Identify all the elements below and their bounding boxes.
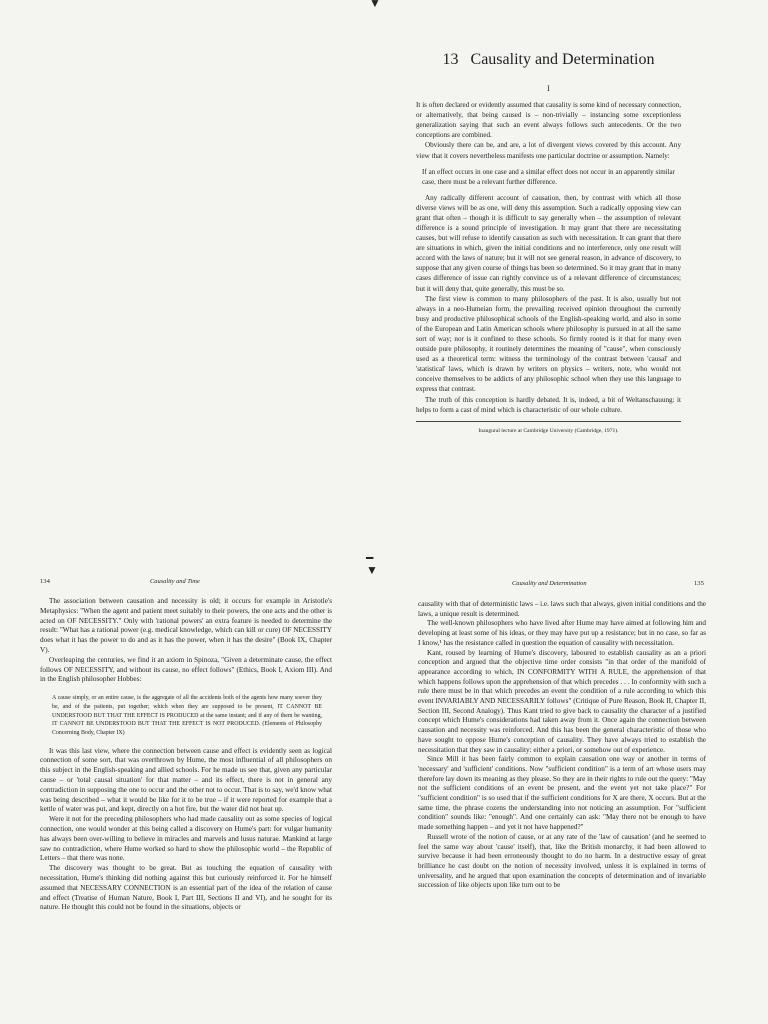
left-page-body	[40, 597, 332, 913]
paragraph: Overleaping the centuries, we find it an axiom in Spinoza, "Given a determinate cause, the effect follows OF NECESSITY, and without its cause, no effect follows" (Ethics, Book I, Axiom III). And in the English philosopher Hobbes:	[40, 655, 332, 684]
page-number-right: 135	[694, 580, 704, 587]
right-page-body	[418, 600, 706, 891]
paragraph: It is often declared or evidently assumed that causality is some kind of necessary connection, or alternatively, that being caused is – non-trivially – instancing some exceptionless generalization saying that such an event always follows such antecedents. Or the two conceptions are combined.	[416, 101, 681, 140]
block-quote: If an effect occurs in one case and a similar effect does not occur in an apparently similar case, there must be a relevant further difference.	[422, 167, 675, 186]
paragraph: The truth of this conception is hardly debated. It is, indeed, a bit of Weltanschauung: it helps to form a cast of mind which is characteristic of our whole culture.	[416, 395, 681, 414]
paragraph: The discovery was thought to be great. But as touching the equation of causality with necessitation, Hume's thinking did nothing against this but curiously reinforced it. For he himself assumed that NECESSARY CONNECTION is an essential part of the idea of the relation of cause and effect (Treatise of Human Nature, Book I, Part III, Sections II and VI), and he sought for its nature. He thought this could not be found in the situations, objects or	[40, 864, 332, 912]
top-binding-mark: ▼	[369, 0, 381, 10]
paragraph: The first view is common to many philosophers of the past. It is also, usually but not always in a neo-Humeian form, the prevailing received opinion throughout the currently busy and productive philosophical schools of the English-speaking world, and also in some of the European and Latin American schools where philosophy is pursued in at all the same sort of way; nor is it confined to these schools. So firmly rooted is it that for many even outside pure philosophy, it routinely determines the meaning of "cause", when consciously used as a theoretical term: witness the terminology of the contrast between 'causal' and 'statistical' laws, which is drawn by writers on physics – writers, note, who would not conceive themselves to be addicts of any philosophic school when they use this language to express that contrast.	[416, 294, 681, 394]
paragraph: causality with that of deterministic laws – i.e. laws such that always, given initial conditions and the laws, a unique result is determined.	[418, 600, 706, 618]
paragraph: Were it not for the preceding philosophers who had made causality out as some species of logical connection, one would wonder at this being called a discovery on Hume's part: for vulgar humanity has always been over-willing to believe in miracles and marvels and lusus naturae. Mankind at large saw no contradiction, where Hume worked so hard to show the philosophic world – the Republic of Letters – that there was none.	[40, 815, 332, 863]
footnote-divider	[416, 421, 681, 422]
chapter-title: Causality and Determination	[470, 51, 655, 68]
paragraph: Any radically different account of causation, then, by contrast with which all those diverse views will be as one, will deny this assumption. Such a radically opposing view can grant that often – though it is difficult to say generally when – the assumption of relevant difference is a sound principle of investigation. It may grant that there are necessitating causes, but will refuse to identify causation as such with necessitation. It can grant that there are situations in which, given the initial conditions and no interference, only one result will accord with the laws of nature; but it will not see general reason, in advance of discovery, to suppose that any given course of things has been so determined. So it may grant that in many cases difference of issue can rightly convince us of a relevant difference of circumstances; but it will deny that, quite generally, this must be so.	[416, 193, 681, 293]
block-quote: A cause simply, or an entire cause, is the aggregate of all the accidents both of the agents how many soever they be, and of the patients, put together; which when they are supposed to be present, IT CANNOT BE UNDERSTOOD BUT THAT THE EFFECT IS PRODUCED at the same instant; and if any of them be wanting, IT CANNOT BE UNDERSTOOD BUT THAT THE EFFECT IS NOT PRODUCED. (Elements of Philosophy Concerning Body, Chapter IX)	[52, 695, 322, 736]
paragraph: Obviously there can be, and are, a lot of divergent views covered by this account. Any view that it covers nevertheless manifests one particular doctrine or assumption. Namely:	[416, 141, 681, 160]
section-numeral: I	[547, 84, 550, 93]
chapter-heading	[416, 50, 681, 70]
top-page	[416, 50, 681, 435]
paragraph: The well-known philosophers who have lived after Hume may have aimed at following him and developing at least some of his ideas, or they may have put up a resistance; but in no case, so far as I know,¹ has the resistance called in question the equation of causality with necessitation.	[418, 619, 706, 647]
paragraph: The association between causation and necessity is old; it occurs for example in Aristotle's Metaphysics: "When the agent and patient meet suitably to their powers, the one acts and the other is acted on OF NECESSITY." Only with 'rational powers' an extra feature is needed to determine the result: "What has a rational power (e.g. medical knowledge, which can kill or cure) OF NECESSITY does what it has the power to do and as it has the power, when it has the desire" (Book IX, Chapter V).	[40, 597, 332, 654]
paragraph: Since Mill it has been fairly common to explain causation one way or another in terms of 'necessary' and 'sufficient' conditions. Now "sufficient condition" is a term of art whose users may therefore lay down its meaning as they please. So they are in their rights to rule out the query: "May not the sufficient conditions of an event be present, and the event yet not take place?" For "sufficient condition" is so used that if the sufficient conditions for X are there, X occurs. But at the same time, the phrase cozens the understanding into not noticing an assumption. For "sufficient condition" sounds like: "enough". And one certainly can ask: "May there not be enough to have made something happen – and yet it not have happened?"	[418, 755, 706, 832]
chapter-number: 13	[442, 51, 459, 68]
running-head-right: Causality and Determination	[512, 580, 587, 587]
paragraph: Russell wrote of the notion of cause, or at any rate of the 'law of causation' (and he seemed to feel the same way about 'cause' itself), that, like the British monarchy, it had been allowed to survive because it had been erroneously thought to do no harm. In a destructive essay of great brilliance he cast doubt on the notion of necessity involved, unless it is explained in terms of universality, and he argued that upon examination the concepts of determination and of invariable succession of like objects upon like turn out to be	[418, 832, 706, 890]
footnote: Inaugural lecture at Cambridge University (Cambridge, 1971).	[478, 427, 619, 434]
paragraph: It was this last view, where the connection between cause and effect is evidently seen as logical connection of some sort, that was overthrown by Hume, the most influential of all philosophers on this subject in the English-speaking and allied schools. For he made us see that, given any particular cause – or 'total causal situation' for that matter – and its effect, there is not in general any contradiction in supposing the one to occur and the other not to occur. That is to say, we'd know what was being described – what it would be like for it to be true – if it were reported for example that a kettle of water was put, and kept, directly on a hot fire, but the water did not heat up.	[40, 746, 332, 814]
running-head-left: Causality and Time	[150, 578, 200, 585]
page-number-left: 134	[40, 578, 50, 585]
middle-binding-mark: ━ ▼	[366, 551, 378, 577]
paragraph: Kant, roused by learning of Hume's discovery, laboured to establish causality as an a priori conception and argued that the objective time order consists "in that order of the manifold of appearance according to which, IN CONFORMITY WITH A RULE, the apprehension of that which happens follows upon the apprehension of that which precedes . . . In conformity with such a rule there must be in that which precedes an event the condition of a rule according to which this event INVARIABLY AND NECESSARILY follows" (Critique of Pure Reason, Book II, Chapter II, Section III, Second Analogy). Thus Kant tried to give back to causality the character of a justified concept which Hume's considerations had taken away from it. Once again the connection between causation and necessity was reinforced. And this has been the general characteristic of those who have sought to oppose Hume's conception of causality. They have always tried to establish the necessitation that they saw in causality: either a priori, or somehow out of experience.	[418, 648, 706, 754]
